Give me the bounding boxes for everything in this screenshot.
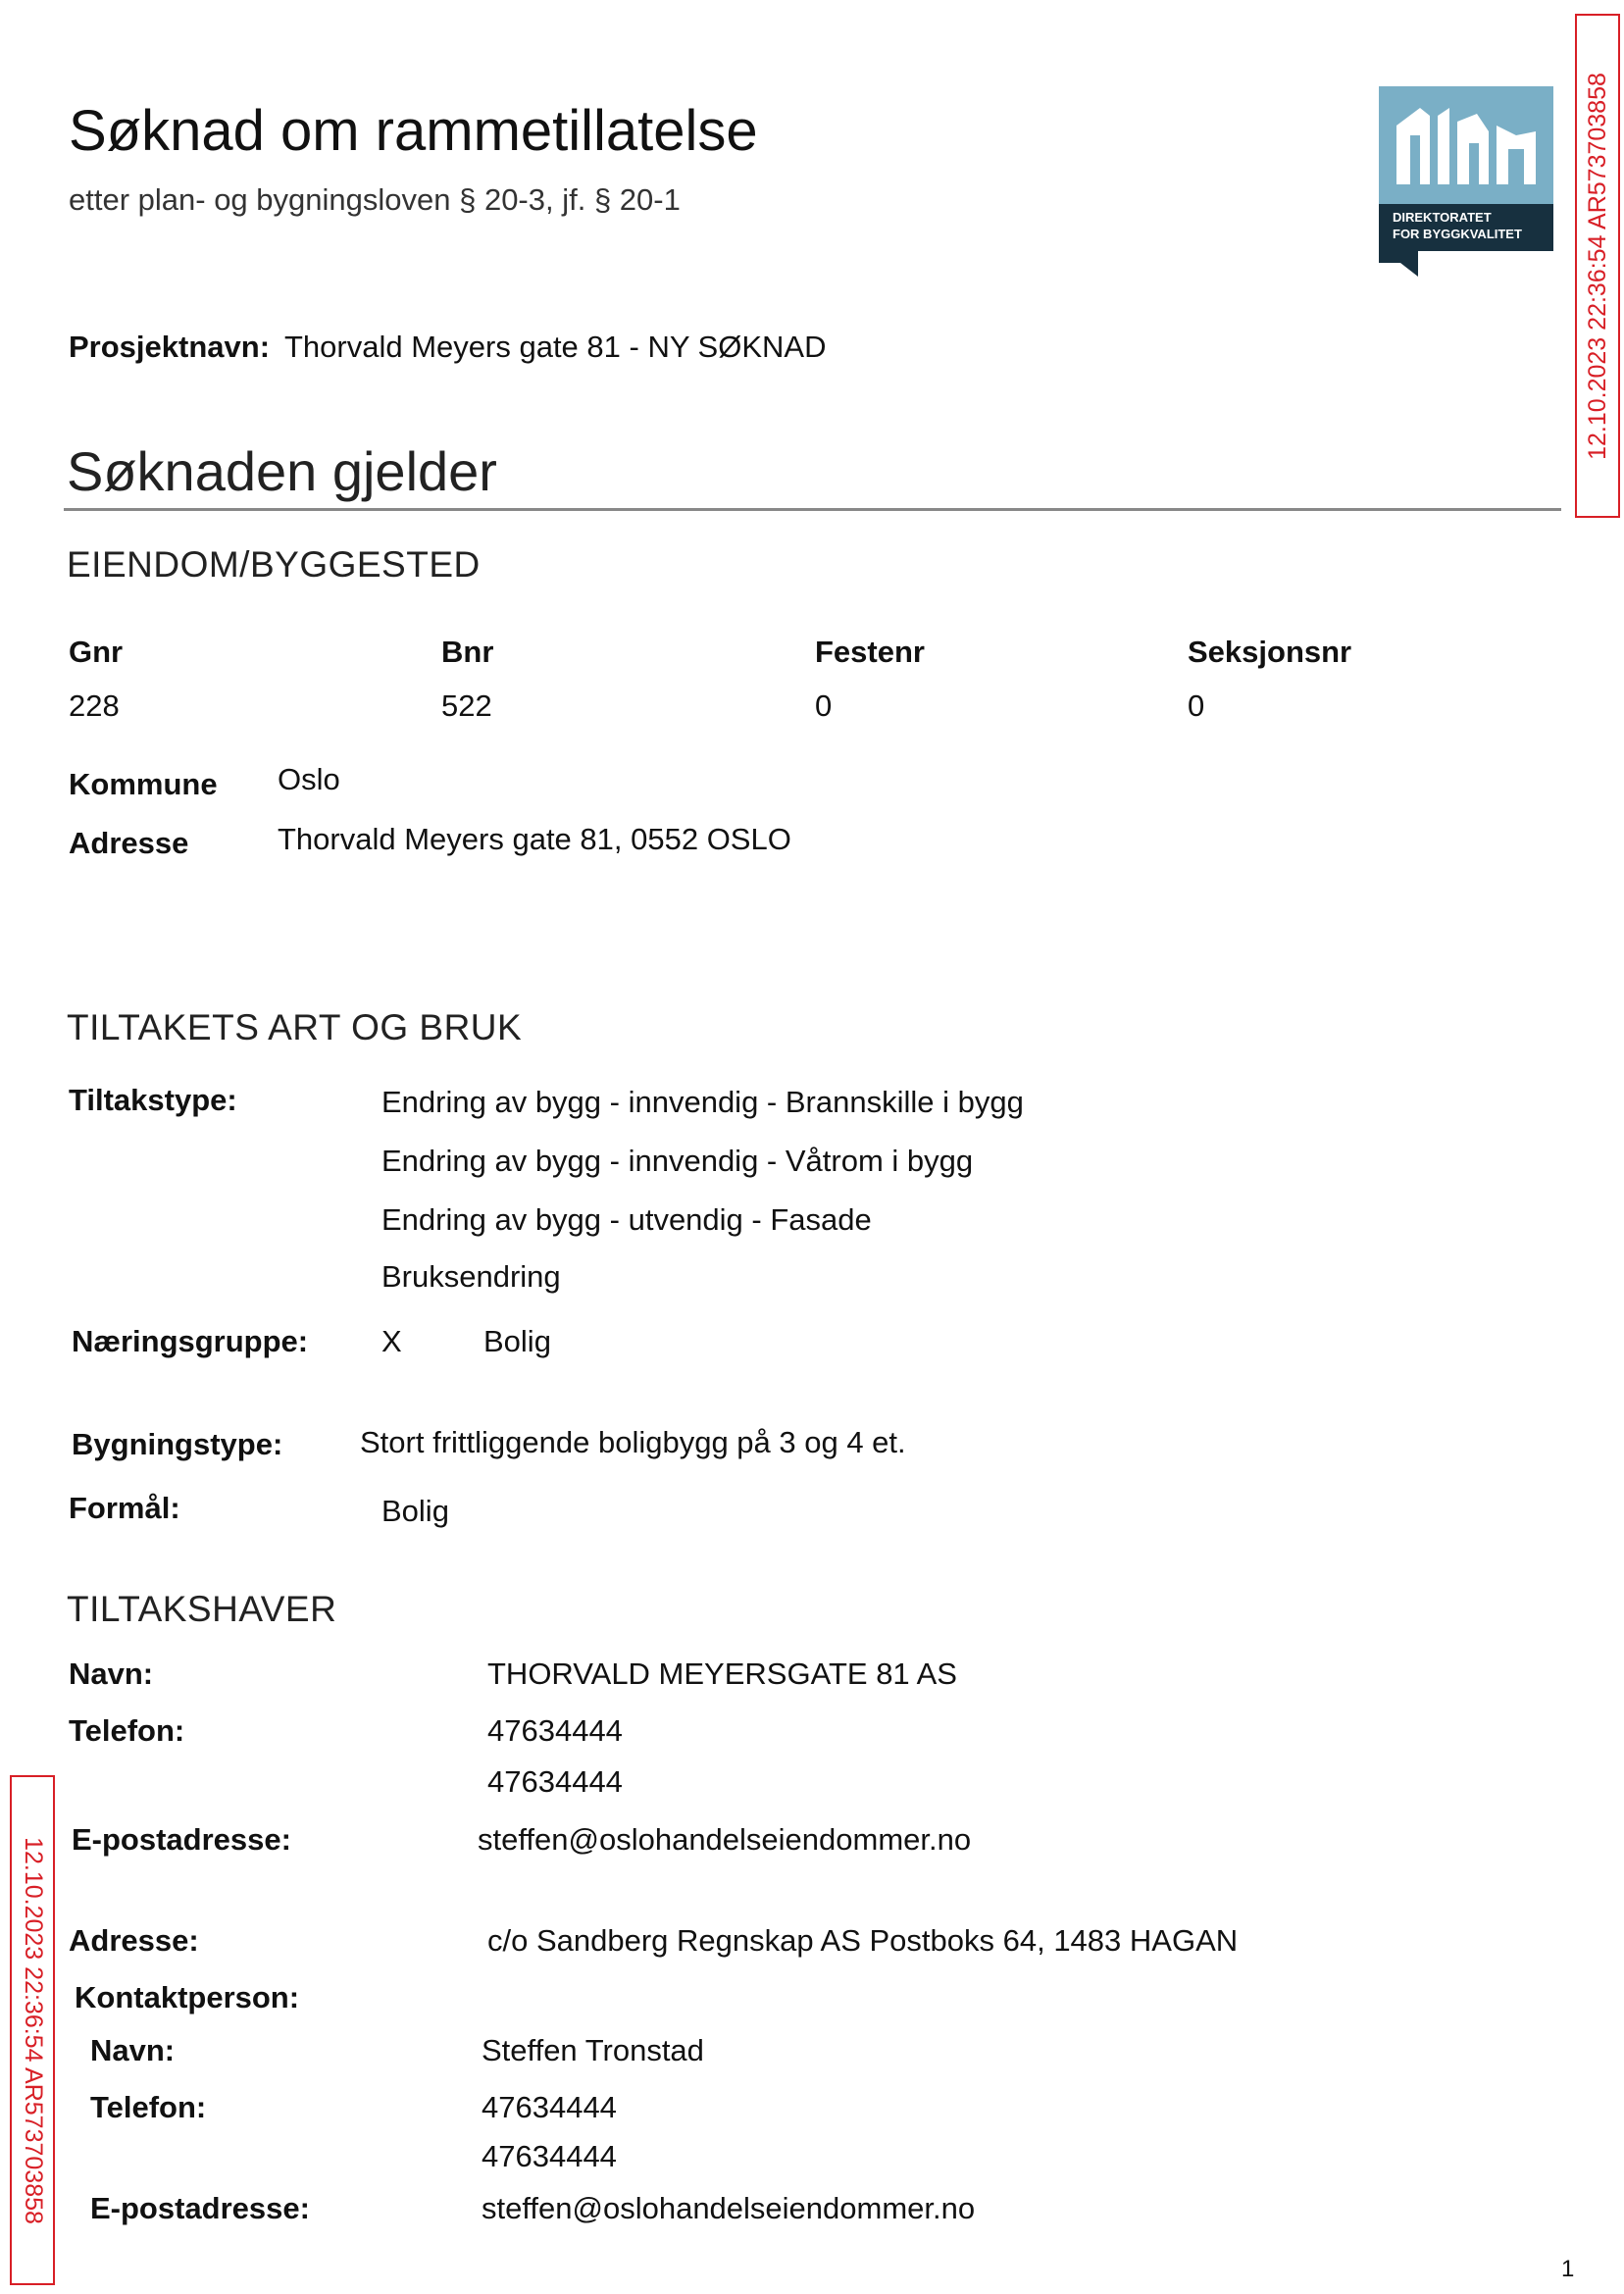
- kontakt-epost-value: steffen@oslohandelseiendommer.no: [482, 2191, 976, 2225]
- tiltakstype-item: Endring av bygg - utvendig - Fasade: [381, 1202, 872, 1237]
- tiltakshaver-navn-label: Navn:: [69, 1657, 154, 1691]
- seksjonsnr-label: Seksjonsnr: [1188, 635, 1352, 669]
- document-title: Søknad om rammetillatelse: [69, 99, 758, 163]
- formal-value: Bolig: [381, 1494, 449, 1528]
- adresse-label: Adresse: [69, 826, 189, 860]
- kontakt-epost-label: E-postadresse:: [90, 2191, 310, 2225]
- stamp-text: 12.10.2023 22:36:54 AR573703858: [1583, 72, 1611, 460]
- kontakt-telefon-value: 47634444: [482, 2090, 617, 2124]
- logo-text-line1: DIREKTORATET: [1393, 210, 1492, 225]
- project-name-label: Prosjektnavn:: [69, 330, 271, 364]
- adresse-value: Thorvald Meyers gate 81, 0552 OSLO: [278, 822, 791, 856]
- seksjonsnr-value: 0: [1188, 688, 1205, 723]
- logo-text-line2: FOR BYGGKVALITET: [1393, 227, 1522, 241]
- tiltakstype-item: Endring av bygg - innvendig - Våtrom i bygg: [381, 1144, 974, 1178]
- tiltak-heading: TILTAKETS ART OG BRUK: [67, 1007, 523, 1047]
- festenr-label: Festenr: [815, 635, 925, 669]
- kontakt-telefon-label: Telefon:: [90, 2090, 207, 2124]
- bygningstype-value: Stort frittliggende boligbygg på 3 og 4 et.: [360, 1425, 906, 1459]
- tiltakshaver-navn-value: THORVALD MEYERSGATE 81 AS: [487, 1657, 957, 1691]
- bygningstype-label: Bygningstype:: [72, 1427, 283, 1461]
- naeringsgruppe-value: Bolig: [483, 1324, 551, 1358]
- dibk-logo: [1379, 86, 1553, 277]
- kontakt-navn-value: Steffen Tronstad: [482, 2033, 704, 2067]
- naeringsgruppe-label: Næringsgruppe:: [72, 1324, 309, 1358]
- section-divider: [64, 508, 1561, 511]
- tiltakshaver-epost-label: E-postadresse:: [72, 1822, 291, 1857]
- gnr-value: 228: [69, 688, 120, 723]
- tiltakstype-item: Endring av bygg - innvendig - Brannskille i bygg: [381, 1085, 1024, 1119]
- gnr-label: Gnr: [69, 635, 124, 669]
- tiltakshaver-telefon-value: 47634444: [487, 1764, 623, 1799]
- tiltakshaver-epost-value: steffen@oslohandelseiendommer.no: [478, 1822, 972, 1857]
- tiltakshaver-heading: TILTAKSHAVER: [67, 1589, 337, 1629]
- kommune-value: Oslo: [278, 762, 340, 796]
- festenr-value: 0: [815, 688, 833, 723]
- tiltakstype-label: Tiltakstype:: [69, 1083, 237, 1117]
- kommune-label: Kommune: [69, 767, 218, 801]
- tiltakshaver-adresse-value: c/o Sandberg Regnskap AS Postboks 64, 1483 HAGAN: [487, 1923, 1239, 1958]
- tiltakshaver-adresse-label: Adresse:: [69, 1923, 199, 1958]
- timestamp-stamp-bottom: [10, 1775, 55, 2285]
- stamp-text: 12.10.2023 22:36:54 AR573703858: [19, 1836, 47, 2224]
- tiltakstype-item: Bruksendring: [381, 1259, 561, 1294]
- tiltakshaver-telefon-label: Telefon:: [69, 1713, 185, 1748]
- bnr-value: 522: [441, 688, 492, 723]
- tiltakshaver-telefon-value: 47634444: [487, 1713, 623, 1748]
- timestamp-stamp-top: [1575, 14, 1620, 518]
- bnr-label: Bnr: [441, 635, 494, 669]
- section-title: Søknaden gjelder: [67, 440, 497, 502]
- document-subtitle: etter plan- og bygningsloven § 20-3, jf. § 20-1: [69, 182, 681, 217]
- kontakt-navn-label: Navn:: [90, 2033, 176, 2067]
- kontaktperson-label: Kontaktperson:: [75, 1980, 300, 2014]
- naeringsgruppe-code: X: [381, 1324, 402, 1358]
- kontakt-telefon-value: 47634444: [482, 2139, 617, 2173]
- project-name-value: Thorvald Meyers gate 81 - NY SØKNAD: [284, 330, 827, 364]
- formal-label: Formål:: [69, 1491, 180, 1525]
- page-number: 1: [1561, 2256, 1575, 2282]
- eiendom-heading: EIENDOM/BYGGESTED: [67, 544, 481, 585]
